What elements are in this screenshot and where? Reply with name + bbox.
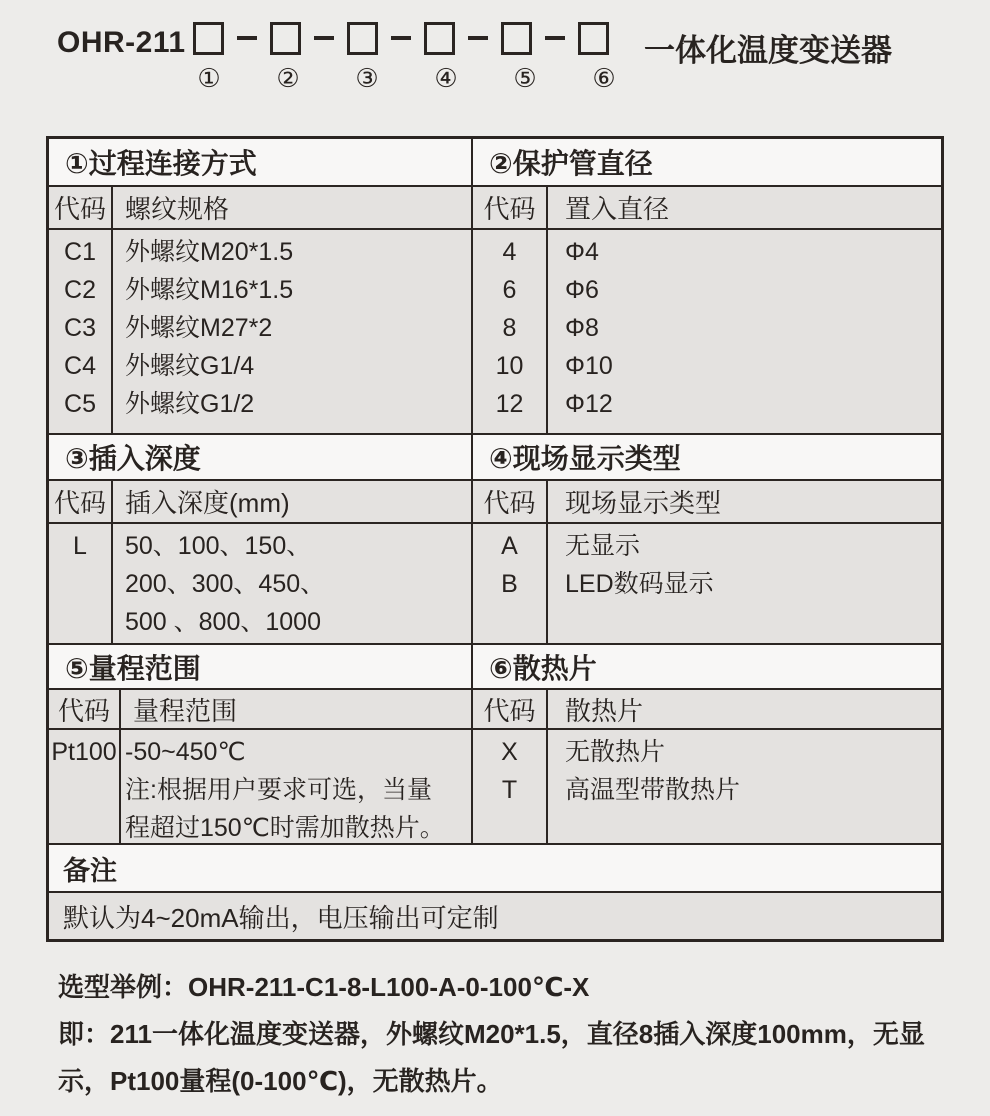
spec-value: 外螺纹G1/2 [125, 390, 255, 418]
spec-value: 高温型带散热片 [565, 776, 741, 804]
code-column [473, 230, 548, 433]
position-marker-3: ③ [355, 63, 379, 93]
section-3-title: ③插入深度 [65, 443, 201, 474]
value-column [121, 730, 471, 843]
spec-value: 50、100、150、 [125, 532, 312, 560]
column-header-row [49, 690, 941, 730]
code-column-header: 代码 [49, 481, 113, 522]
position-marker-5: ⑤ [513, 63, 537, 93]
selection-table [46, 136, 944, 942]
code-value: C1 [64, 238, 96, 266]
remark-title-row [49, 845, 941, 893]
code-value: C3 [64, 314, 96, 342]
code-box-6 [578, 22, 609, 55]
spec-value: 注:根据用户要求可选，当量 [125, 776, 432, 804]
dash-separator [468, 36, 488, 40]
section-2-title: ②保护管直径 [489, 148, 653, 179]
code-column-header: 代码 [473, 481, 548, 522]
spec-value: 200、300、450、 [125, 570, 326, 598]
code-box-5 [501, 22, 532, 55]
column-header-row [49, 481, 941, 524]
spec-value: 外螺纹M27*2 [125, 314, 273, 342]
example-label: 选型举例： [58, 972, 189, 1002]
code-value: L [73, 532, 87, 560]
section-title-row [49, 435, 941, 481]
code-column-header: 代码 [49, 690, 121, 728]
spec-value: 外螺纹M16*1.5 [125, 276, 294, 304]
section-4-title: ④现场显示类型 [489, 443, 681, 474]
remark-title: 备注 [63, 855, 117, 886]
section-6-title: ⑥散热片 [489, 652, 597, 684]
code-box-1 [193, 22, 224, 55]
position-marker-1: ① [197, 63, 221, 93]
code-value: 10 [495, 352, 524, 380]
code-value: T [501, 776, 518, 804]
code-value: Pt100 [51, 738, 117, 766]
value-column-header: 螺纹规格 [125, 194, 230, 224]
spec-value: 500 、800、1000 [125, 608, 321, 636]
section-title-row [49, 645, 941, 690]
value-column-header: 散热片 [565, 695, 644, 726]
code-value: 8 [502, 314, 517, 342]
value-column-header: 量程范围 [133, 695, 238, 726]
selection-footer [58, 964, 925, 1105]
code-column [473, 730, 548, 843]
spec-value: LED数码显示 [565, 570, 714, 598]
example-explanation-line-1: 即：211一体化温度变送器，外螺纹M20*1.5，直径8插入深度100mm，无显 [58, 1019, 925, 1049]
dash-separator [237, 36, 257, 40]
position-marker-2: ② [276, 63, 300, 93]
spec-value: 无显示 [565, 532, 641, 560]
spec-value: Φ12 [565, 390, 613, 418]
code-value: X [501, 738, 518, 766]
dash-separator [391, 36, 411, 40]
value-column-header: 置入直径 [565, 194, 670, 224]
section-1-title: ①过程连接方式 [65, 148, 257, 179]
spec-value: 外螺纹M20*1.5 [125, 238, 294, 266]
example-explanation-line-2: 示，Pt100量程(0-100℃)，无散热片。 [58, 1066, 503, 1096]
spec-value: Φ10 [565, 352, 613, 380]
selection-example [58, 964, 925, 1011]
code-box-2 [270, 22, 301, 55]
data-row-band [49, 730, 941, 845]
code-column [49, 524, 113, 643]
value-column-header: 插入深度(mm) [125, 488, 290, 518]
position-marker-4: ④ [434, 63, 458, 93]
value-column [548, 730, 941, 843]
value-column-header: 现场显示类型 [565, 488, 722, 518]
spec-value: 外螺纹G1/4 [125, 352, 255, 380]
value-column [113, 230, 471, 433]
code-value: 12 [495, 390, 524, 418]
code-value: C5 [64, 390, 96, 418]
code-column-header: 代码 [473, 690, 548, 728]
section-5-title: ⑤量程范围 [65, 652, 201, 684]
position-marker-6: ⑥ [592, 63, 616, 93]
code-column-header: 代码 [473, 187, 548, 228]
spec-value: -50~450℃ [125, 738, 246, 766]
code-value: 4 [502, 238, 517, 266]
spec-value: 无散热片 [565, 738, 666, 766]
section-title-row [49, 139, 941, 187]
code-box-3 [347, 22, 378, 55]
column-header-row [49, 187, 941, 230]
code-column [49, 730, 121, 843]
code-column [49, 230, 113, 433]
remark-text-row [49, 893, 941, 939]
code-column [473, 524, 548, 643]
spec-value: Φ6 [565, 276, 599, 304]
data-row-band [49, 230, 941, 435]
product-name: 一体化温度变送器 [644, 33, 892, 68]
spec-value: Φ8 [565, 314, 599, 342]
value-column [113, 524, 471, 643]
product-model: OHR-211 [57, 26, 186, 59]
spec-value: 程超过150℃时需加散热片。 [125, 814, 445, 842]
example-code: OHR-211-C1-8-L100-A-0-100℃-X [188, 972, 590, 1002]
code-value: C4 [64, 352, 96, 380]
dash-separator [314, 36, 334, 40]
code-value: 6 [502, 276, 517, 304]
code-value: C2 [64, 276, 96, 304]
model-code-boxes [193, 21, 609, 55]
value-column [548, 230, 941, 433]
spec-value: Φ4 [565, 238, 599, 266]
remark-text: 默认为4~20mA输出，电压输出可定制 [63, 902, 499, 933]
code-box-4 [424, 22, 455, 55]
code-value: A [501, 532, 518, 560]
dash-separator [545, 36, 565, 40]
value-column [548, 524, 941, 643]
data-row-band [49, 524, 941, 645]
code-value: B [501, 570, 518, 598]
code-column-header: 代码 [49, 187, 113, 228]
